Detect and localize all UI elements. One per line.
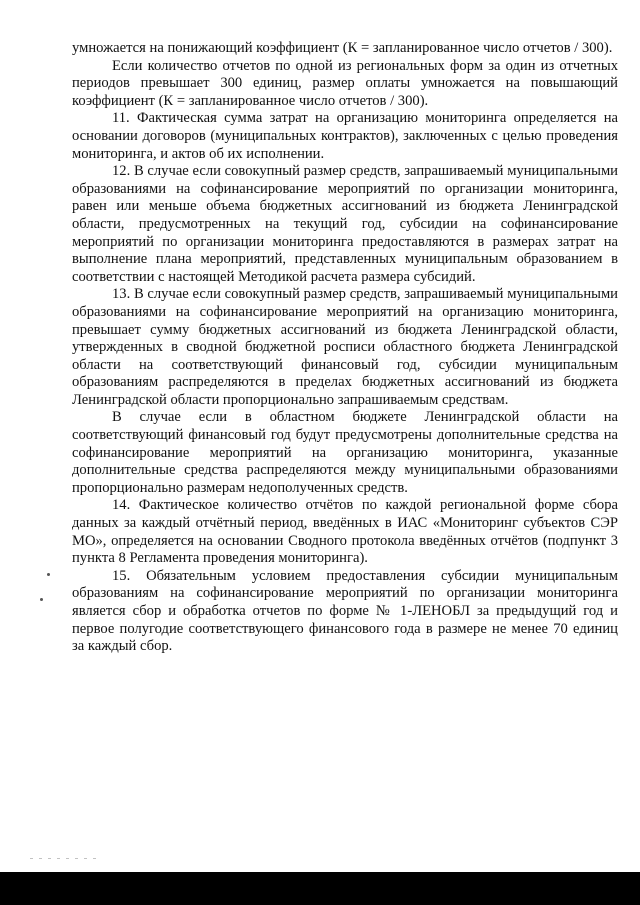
paragraph-continuation: умножается на понижающий коэффициент (К = запланированное число отчетов / 300).: [72, 40, 613, 56]
scan-border-bottom: [0, 872, 640, 905]
paragraph-additional-funds: В случае если в областном бюджете Ленинградской области на соответствующий финансовый год будут предусмотрены дополнительные средства на софинансирование мероприятий на организацию мониторинга, указанные дополнительные средства распределяются между муниципальными образованиями пропорционально размерам недополученных средств.: [72, 409, 618, 496]
paragraph-increasing-coefficient: Если количество отчетов по одной из региональных форм за один из отчетных периодов превышает 300 единиц, размер оплаты умножается на повышающий коэффициент (К = запланированное число отчетов / 300).: [72, 57, 618, 109]
scan-noise-line: [30, 858, 100, 859]
paragraph-14: 14. Фактическое количество отчётов по каждой региональной форме сбора данных за каждый отчётный период, введённых в ИАС «Мониторинг субъектов СЭР МО», определяется на основании Сводного протокола введённых отчётов (подпункт 3 пункта 8 Регламента проведения мониторинга).: [72, 497, 618, 567]
scan-speck: [47, 573, 50, 576]
paragraph-15: 15. Обязательным условием предоставления субсидии муниципальным образованиям на софинансирование мероприятий по организации мониторинга является сбор и обработка отчетов по форме № 1-ЛЕНОБЛ за предыдущий год и первое полугодие соответствующего финансового года в размере не менее 70 единиц за каждый сбор.: [72, 567, 618, 655]
document-body: [72, 40, 618, 656]
paragraph-13: 13. В случае если совокупный размер средств, запрашиваемый муниципальными образованиями на софинансирование мероприятий на организацию мониторинга, превышает сумму бюджетных ассигнований из бюджета Ленинградской области, утвержденных в сводной бюджетной росписи областного бюджета Ленинградской области на соответствующий финансовый год, субсидии муниципальным образованиям распределяются в пределах бюджетных ассигнований из бюджета Ленинградской области пропорционально запрашиваемым средствам.: [72, 286, 618, 408]
paragraph-11: 11. Фактическая сумма затрат на организацию мониторинга определяется на основании договоров (муниципальных контрактов), заключенных с целью проведения мониторинга, и актов об их исполнении.: [72, 110, 618, 162]
paragraph-12: 12. В случае если совокупный размер средств, запрашиваемый муниципальными образованиями на софинансирование мероприятий по организации мониторинга, равен или меньше объема бюджетных ассигнований из бюджета Ленинградской области, предусмотренных на текущий год, субсидии на софинансирование мероприятий по организации мониторинга предоставляются в размерах затрат на выполнение плана мероприятий, представленных муниципальным образованием в соответствии с настоящей Методикой расчета размера субсидий.: [72, 163, 618, 285]
scan-speck: [40, 598, 43, 601]
